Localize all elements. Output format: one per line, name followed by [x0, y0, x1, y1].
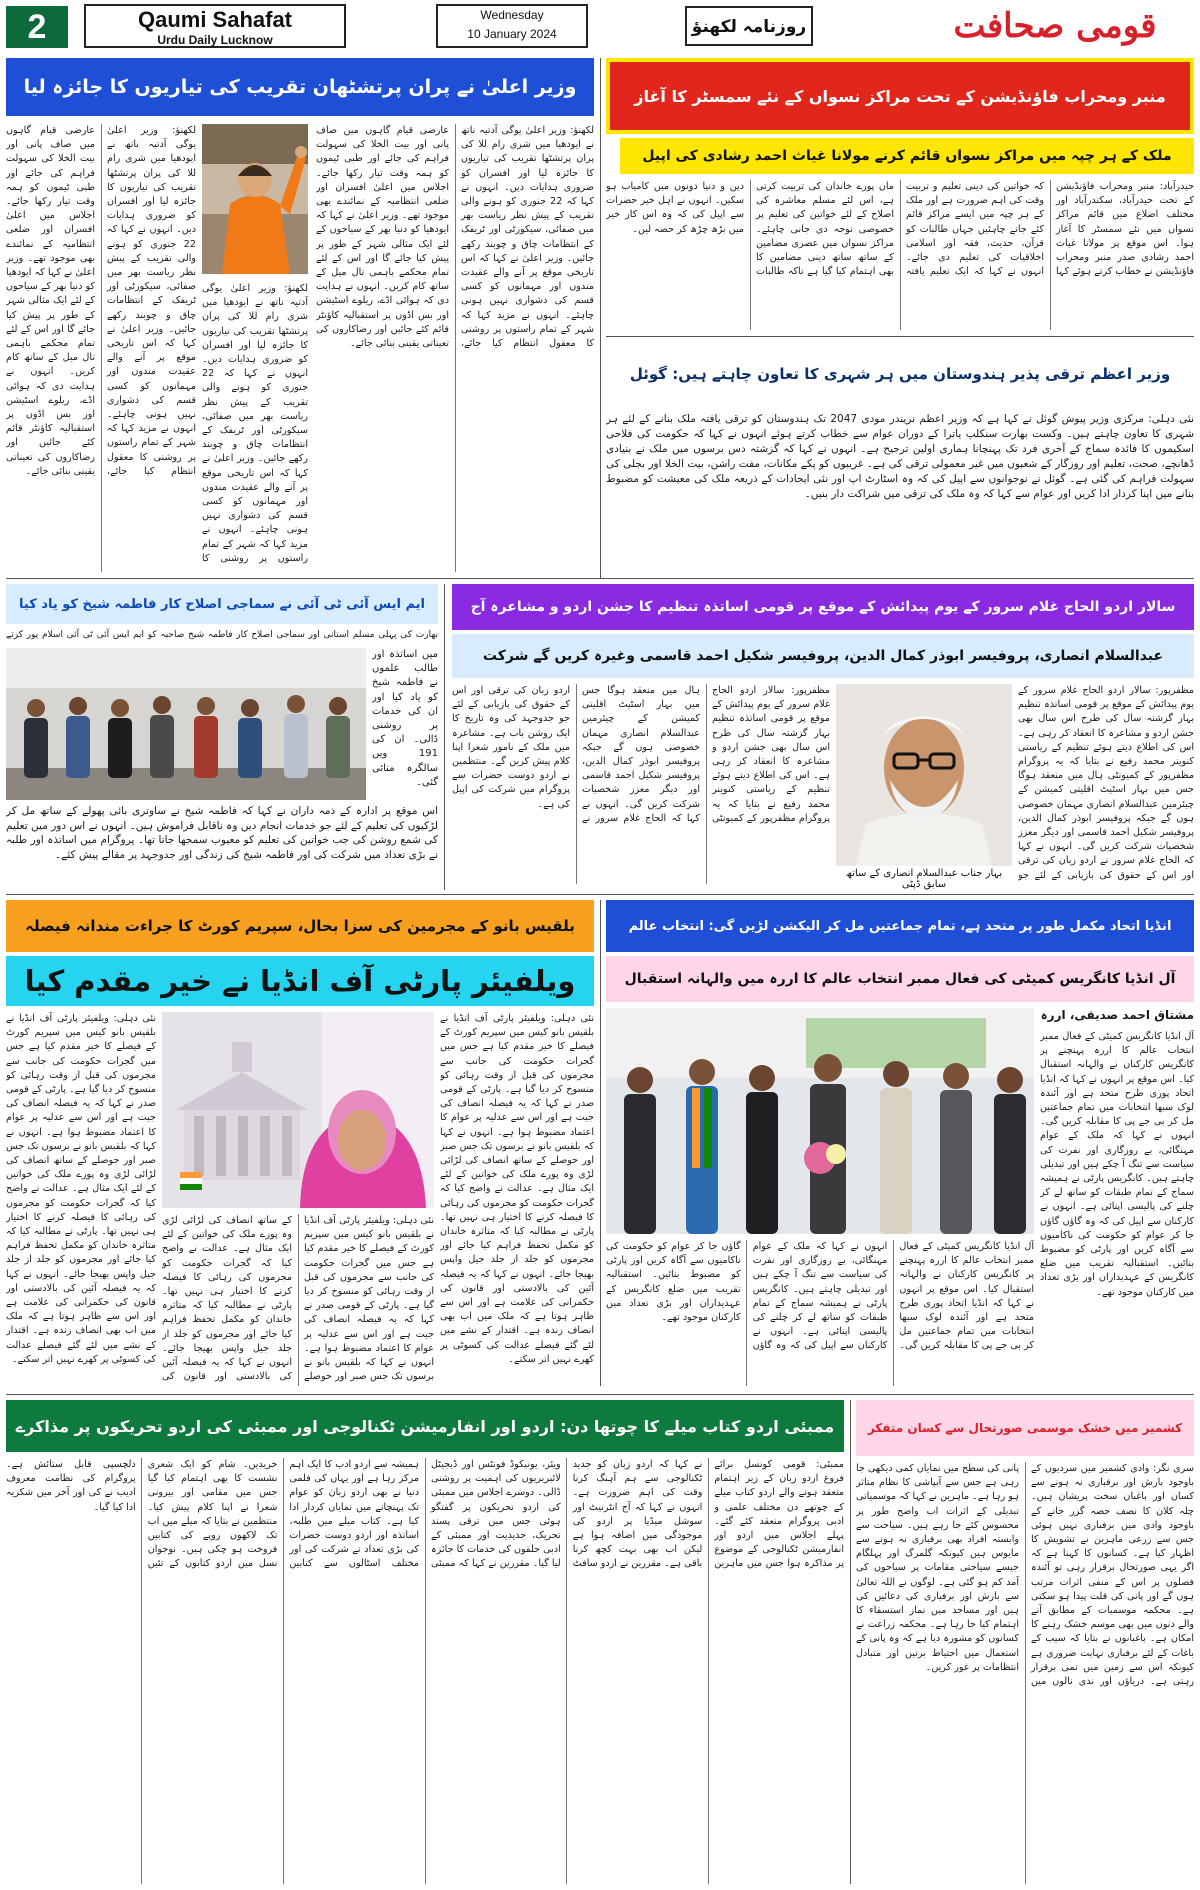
bilkis-photo: [162, 1012, 434, 1208]
dateline: [436, 4, 588, 48]
bilkis-body-middle: نئی دہلی: ویلفیئر پارٹی آف انڈیا نے بلقیس بانو کیس میں سپریم کورٹ کے فیصلے کا خیر مقدم کیا ہے جس میں گجرات حکومت کی جانب سے مجرموں کی قبل از وقت رہائی کو منسوخ کر دیا گیا ہے۔ پارٹی کے قومی صدر نے کہا کہ یہ فیصلہ انصاف کی جیت ہے اور اس سے عدلیہ پر عوام کا اعتماد مضبوط ہوا ہے۔ انہوں نے کہا کہ بلقیس بانو نے برسوں تک جس صبر اور حوصلے کے ساتھ انصاف کی لڑائی لڑی وہ پورے ملک کی خواتین کے لئے ایک مثال ہے۔ عدالت نے واضح کیا کہ گجرات حکومت کو مجرموں کی رہائی کا فیصلہ کرنے کا اختیار ہی نہیں تھا۔ پارٹی نے مطالبہ کیا کہ متاثرہ خاندان کو مکمل تحفظ فراہم کیا جائے اور مجرموں کو جلد از جلد جیل واپس بھیجا جائے۔ انہوں نے کہا کہ یہ فیصلہ آئین کی بالادستی اور قانون کی: [162, 1215, 434, 1383]
mushaira-body-right: مظفرپور: سالار اردو الحاج غلام سرور کے یوم پیدائش کے موقع پر قومی اساتذہ تنظیم بہار گزشتہ سال کی طرح اس سال بھی جشن اردو و مشاعرہ کا انعقاد کر رہی ہے۔ اس کی اطلاع دیتے ہوئے تنظیم کے ریاستی کنوینر محمد رفیع نے بتایا کہ یہ پروگرام مظفرپور کے کمیونٹی ہال میں منعقد ہوگا جس میں بہار اسٹیٹ اقلیتی کمیشن کے چیئرمین عبدالسلام انصاری مہمان خصوصی ہوں گے جبکہ پروفیسر ابوذر کمال الدین، پروفیسر شکیل احمد قاسمی اور دیگر معزز شخصیات شرکت کریں گی۔ انہوں نے کہا کہ الحاج غلام سرور نے اردو زبان کی ترقی اور اس کے حقوق کی بازیابی کے لئے جو: [1018, 685, 1194, 881]
fatima-side-text: میں اساتذہ اور طالب علموں نے فاطمہ شیخ کو یاد کیا اور ان کی خدمات پر روشنی ڈالی۔ ان کی 191 ویں سالگرہ منائی گئی۔: [372, 649, 438, 788]
mushaira-photo-caption: بہار جناب عبدالسلام انصاری کے ساتھ سابق ڈپٹی: [836, 866, 1012, 884]
india-alliance-body-right: آل انڈیا کانگریس کمیٹی کے فعال ممبر انتخاب عالم کا اررہ پہنچنے پر کانگریس کارکنان نے والہانہ استقبال کیا۔ اس موقع پر انہوں نے کہا کہ انڈیا اتحاد پوری طرح متحد ہے اور آئندہ لوک سبھا انتخابات میں تمام جماعتیں مل کر بی جے پی کا مقابلہ کریں گی۔ انہوں نے کہا کہ ملک کے عوام مہنگائی، بے روزگاری اور نفرت کی سیاست سے تنگ آ چکے ہیں اور تبدیلی چاہتے ہیں۔ کانگریس پارٹی نے ہمیشہ سماج کے تمام طبقات کو ساتھ لے کر چلنے کی پالیسی اپنائی ہے۔ انہوں نے کارکنان سے اپیل کی کہ وہ گاؤں گاؤں جا کر عوام کو حکومت کی ناکامیوں سے آگاہ کریں اور پارٹی کو مضبوط بنائیں۔ استقبالیہ تقریب میں ضلع کانگریس کے عہدیداران اور بڑی تعداد میں کارکنان موجود تھے۔: [1040, 1031, 1194, 1298]
fatima-headline: ایم ایس آئی ٹی آئی نے سماجی اصلاح کار فاطمہ شیخ کو یاد کیا: [6, 584, 438, 624]
cm-review-headline: وزیر اعلیٰ نے پران پرتشٹھان تقریب کی تیاریوں کا جائزہ لیا: [6, 58, 594, 116]
mushaira-portrait: [836, 684, 1012, 866]
section-divider: [6, 894, 1194, 895]
india-alliance-body-left: آل انڈیا کانگریس کمیٹی کے فعال ممبر انتخاب عالم کا اررہ پہنچنے پر کانگریس کارکنان نے والہانہ استقبال کیا۔ اس موقع پر انہوں نے کہا کہ انڈیا اتحاد پوری طرح متحد ہے اور آئندہ لوک سبھا انتخابات میں تمام جماعتیں مل کر بی جے پی کا مقابلہ کریں گی۔ انہوں نے کہا کہ ملک کے عوام مہنگائی، بے روزگاری اور نفرت کی سیاست سے تنگ آ چکے ہیں اور تبدیلی چاہتے ہیں۔ کانگریس پارٹی نے ہمیشہ سماج کے تمام طبقات کو ساتھ لے کر چلنے کی پالیسی اپنائی ہے۔ انہوں نے کارکنان سے اپیل کی کہ وہ گاؤں گاؤں جا کر عوام کو حکومت کی ناکامیوں سے آگاہ کریں اور پارٹی کو مضبوط بنائیں۔ استقبالیہ تقریب میں ضلع کانگریس کے عہدیداران اور بڑی تعداد میں کارکنان موجود تھے۔: [606, 1241, 1034, 1352]
bilkis-body-right: نئی دہلی: ویلفیئر پارٹی آف انڈیا نے بلقیس بانو کیس میں سپریم کورٹ کے فیصلے کا خیر مقدم کیا ہے جس میں گجرات حکومت کی جانب سے مجرموں کی قبل از وقت رہائی کو منسوخ کر دیا گیا ہے۔ پارٹی کے قومی صدر نے کہا کہ یہ فیصلہ انصاف کی جیت ہے اور اس سے عدلیہ پر عوام کا اعتماد مضبوط ہوا ہے۔ انہوں نے کہا کہ بلقیس بانو نے برسوں تک جس صبر اور حوصلے کے ساتھ انصاف کی لڑائی لڑی وہ پورے ملک کی خواتین کے لئے ایک مثال ہے۔ عدالت نے واضح کیا کہ گجرات حکومت کو مجرموں کی رہائی کا فیصلہ کرنے کا اختیار ہی نہیں تھا۔ پارٹی نے مطالبہ کیا کہ متاثرہ خاندان کو مکمل تحفظ فراہم کیا جائے اور مجرموں کو جلد از جلد جیل واپس بھیجا جائے۔ انہوں نے کہا کہ یہ فیصلہ آئین کی بالادستی اور قانون کی حکمرانی کی علامت ہے اور اس سے ظاہر ہوتا ہے کہ ملک میں اب بھی انصاف زندہ ہے۔ اقتدار کے نشے میں لئے گئے فیصلے عدالت کی کسوٹی پر کھرے نہیں اتر سکتے۔: [440, 1013, 594, 1365]
bilkis-body-left: نئی دہلی: ویلفیئر پارٹی آف انڈیا نے بلقیس بانو کیس میں سپریم کورٹ کے فیصلے کا خیر مقدم کیا ہے جس میں گجرات حکومت کی جانب سے مجرموں کی قبل از وقت رہائی کو منسوخ کر دیا گیا ہے۔ پارٹی کے قومی صدر نے کہا کہ یہ فیصلہ انصاف کی جیت ہے اور اس سے عدلیہ پر عوام کا اعتماد مضبوط ہوا ہے۔ انہوں نے کہا کہ بلقیس بانو نے برسوں تک جس صبر اور حوصلے کے ساتھ انصاف کی لڑائی لڑی وہ پورے ملک کی خواتین کے لئے ایک مثال ہے۔ عدالت نے واضح کیا کہ گجرات حکومت کو مجرموں کی رہائی کا فیصلہ کرنے کا اختیار ہی نہیں تھا۔ پارٹی نے مطالبہ کیا کہ متاثرہ خاندان کو مکمل تحفظ فراہم کیا جائے اور مجرموں کو جلد از جلد جیل واپس بھیجا جائے۔ انہوں نے کہا کہ یہ فیصلہ آئین کی بالادستی اور قانون کی حکمرانی کی علامت ہے اور اس سے ظاہر ہوتا ہے کہ ملک میں اب بھی انصاف زندہ ہے۔ اقتدار کے نشے میں لئے گئے فیصلے عدالت کی کسوٹی پر کھرے نہیں اتر سکتے۔: [6, 1013, 156, 1365]
fatima-intro: بھارت کی پہلی مسلم استانی اور سماجی اصلاح کار فاطمہ شیخ صاحبہ کو ایم ایس آئی ٹی آئی اسلام پور کرتے: [6, 630, 438, 640]
section-divider: [606, 336, 1194, 337]
kashmir-headline: کشمیر میں خشک موسمی صورتحال سے کسان متفکر: [856, 1400, 1194, 1456]
fatima-event-photo: [6, 648, 366, 800]
column-divider: [850, 1400, 851, 1884]
mushaira-subheadline: عبدالسلام انصاری، پروفیسر ابوذر کمال الدین، پروفیسر شکیل احمد قاسمی وغیرہ کریں گے شرکت: [452, 634, 1194, 678]
section-divider: [6, 578, 1194, 579]
english-nameplate: [84, 4, 346, 48]
india-alliance-subheadline: آل انڈیا کانگریس کمیٹی کی فعال ممبر انتخاب عالم کا اررہ میں والہانہ استقبال: [606, 956, 1194, 1002]
cm-review-body-middle: لکھنؤ: وزیر اعلیٰ یوگی آدتیہ ناتھ نے ایودھیا میں شری رام للا کی پران پرتشٹھا تقریب کی تیاریوں کا جائزہ لیا اور افسران کو ضروری ہدایات دیں۔ انہوں نے کہا کہ 22 جنوری کو ہونے والی تقریب کے پیش نظر ریاست بھر میں صفائی، سیکورٹی اور ٹریفک کے انتظامات چاق و چوبند رکھے جائیں۔ وزیر اعلیٰ نے کہا کہ اس تاریخی موقع پر آنے والے عقیدت مندوں اور مہمانوں کو کسی قسم کی دشواری نہیں ہونی چاہئے۔ انہوں نے مزید کہا کہ شہر کے تمام راستوں پر روشنی کا: [202, 283, 308, 564]
masthead: [0, 0, 1200, 52]
india-alliance-headline: انڈیا اتحاد مکمل طور پر متحد ہے، تمام جماعتیں مل کر الیکشن لڑیں گی: انتخاب عالم: [606, 900, 1194, 952]
minbar-headline: منبر ومحراب فاؤنڈیشن کے تحت مراکز نسواں کے نئے سمسٹر کا آغاز: [606, 58, 1194, 134]
fatima-body: اس موقع پر ادارہ کے ذمہ داران نے کہا کہ فاطمہ شیخ نے ساوتری بائی پھولے کے ساتھ مل کر لڑکیوں کی تعلیم کے لئے جو خدمات انجام دیں وہ ناقابل فراموش ہیں۔ انہوں نے اس دور میں تعلیم کی شمع روشن کی جب خواتین کی تعلیم کو معیوب سمجھا جاتا تھا۔ پروگرام میں اساتذہ اور طلبہ نے بڑی تعداد میں شرکت کی اور فاطمہ شیخ کی زندگی اور جدوجہد پر مقالے پیش کئے۔: [6, 805, 438, 861]
minbar-subheadline: ملک کے ہر چپہ میں مراکز نسواں قائم کرنے مولانا غیاث احمد رشادی کی اپیل: [620, 138, 1194, 174]
bilkis-subheadline: ویلفیئر پارٹی آف انڈیا نے خیر مقدم کیا: [6, 956, 594, 1006]
india-alliance-photo: [606, 1008, 1034, 1234]
section-divider: [6, 1394, 1194, 1395]
bilkis-headline: بلقیس بانو کے مجرمین کی سزا بحال، سپریم کورٹ کا جراءت مندانہ فیصلہ: [6, 900, 594, 952]
kashmir-body: سری نگر: وادی کشمیر میں سردیوں کے باوجود بارش اور برفباری نہ ہونے سے کسان اور باغبان سخت پریشان ہیں۔ چلہ کلان کا نصف حصہ گزر جانے کے باوجود وادی میں برفباری نہیں ہوئی جس سے زرعی ماہرین نے تشویش کا اظہار کیا ہے۔ کسانوں کا کہنا ہے کہ اگر یہی صورتحال برقرار رہی تو آئندہ فصلوں پر اس کے منفی اثرات مرتب ہوں گے اور پانی کی قلت پیدا ہو سکتی ہے۔ محکمہ موسمیات کے مطابق آنے والے دنوں میں بھی موسم خشک رہنے کا امکان ہے۔ باغبانوں نے بتایا کہ سیب کے باغات کے لئے برفباری نہایت ضروری ہے کیونکہ اس سے زمین میں نمی برقرار رہتی ہے۔ دریاؤں اور ندی نالوں میں پانی کی سطح میں نمایاں کمی دیکھی جا رہی ہے جس سے آبپاشی کا نظام متاثر ہو رہا ہے۔ ماہرین نے کہا کہ موسمیاتی تبدیلی کے اثرات اب واضح طور پر محسوس کئے جا رہے ہیں۔ سیاحت سے وابستہ افراد بھی برفباری نہ ہونے سے مایوس ہیں کیونکہ گلمرگ اور پہلگام جیسے سیاحتی مقامات پر سیاحوں کی آمد کم ہو گئی ہے۔ لوگوں نے اللہ تعالیٰ سے بارش اور برفباری کی دعائیں کی ہیں اور مساجد میں نماز استسقاء کا اہتمام کیا جا رہا ہے۔ محکمہ زراعت نے کسانوں کو مشورہ دیا ہے کہ وہ پانی کے استعمال میں احتیاط برتیں اور متبادل انتظامات پر غور کریں۔: [856, 1463, 1194, 1688]
minbar-body: حیدرآباد: منبر ومحراب فاؤنڈیشن کے تحت حیدرآباد، سکندرآباد اور مختلف اضلاع میں قائم مراکز نسواں میں نئے سمسٹر کا آغاز ہوا۔ اس موقع پر مولانا غیاث احمد رشادی صدر منبر ومحراب فاؤنڈیشن نے خطاب کرتے ہوئے کہا کہ خواتین کی دینی تعلیم و تربیت وقت کی اہم ضرورت ہے اور ملک کے ہر چپہ میں ایسے مراکز قائم کئے جانے چاہئیں جہاں طالبات کو قرآن، حدیث، فقہ اور اسلامی اخلاقیات کی تعلیم دی جائے۔ انہوں نے کہا کہ ایک تعلیم یافتہ ماں پورے خاندان کی تربیت کرتی ہے، اس لئے مسلم معاشرہ کی اصلاح کے لئے خواتین کی تعلیم پر خصوصی توجہ دی جانی چاہئے۔ مراکز نسواں میں عصری مضامین کے ساتھ ساتھ دینی مضامین کا بھی اہتمام کیا گیا ہے تاکہ طالبات دین و دنیا دونوں میں کامیاب ہو سکیں۔ انہوں نے اہل خیر حضرات سے اپیل کی کہ وہ اس کار خیر میں بڑھ چڑھ کر حصہ لیں۔: [606, 181, 1194, 278]
weekday: Wednesday: [480, 8, 544, 22]
cm-review-body-right: لکھنؤ: وزیر اعلیٰ یوگی آدتیہ ناتھ نے ایودھیا میں شری رام للا کی پران پرتشٹھا تقریب کی تیاریوں کا جائزہ لیا اور افسران کو ضروری ہدایات دیں۔ انہوں نے کہا کہ 22 جنوری کو ہونے والی تقریب کے پیش نظر ریاست بھر میں صفائی، سیکورٹی اور ٹریفک کے انتظامات چاق و چوبند رکھے جائیں۔ وزیر اعلیٰ نے کہا کہ اس تاریخی موقع پر آنے والے عقیدت مندوں اور مہمانوں کو کسی قسم کی دشواری نہیں ہونی چاہئے۔ انہوں نے مزید کہا کہ شہر کے تمام راستوں پر روشنی کا معقول انتظام کیا جائے، عارضی قیام گاہوں میں صاف پانی اور بیت الخلا کی سہولت فراہم کی جائے اور طبی ٹیموں کو ہمہ وقت تیار رکھا جائے۔ اجلاس میں اعلیٰ افسران اور ضلعی انتظامیہ کے نمائندے بھی موجود تھے۔ وزیر اعلیٰ نے کہا کہ ایودھیا کو دنیا بھر کے سیاحوں کے لئے ایک مثالی شہر کے طور پر پیش کیا جائے گا اور اس کے لئے تمام محکمے باہمی تال میل کے ساتھ کام کریں۔ انہوں نے ہدایت دی کہ ہوائی اڈے، ریلوے اسٹیشن اور بس اڈوں پر استقبالیہ کاؤنٹر قائم کئے جائیں اور رضاکاروں کی تعیناتی یقینی بنائی جائے۔: [316, 125, 594, 350]
page-number: 2: [6, 6, 68, 48]
mumbai-fair-body: ممبئی: قومی کونسل برائے فروغ اردو زبان کے زیر اہتمام منعقد ہونے والے اردو کتاب میلے کے چوتھے دن مختلف علمی و ادبی پروگرام منعقد کئے گئے۔ پہلے اجلاس میں اردو اور انفارمیشن ٹکنالوجی کے موضوع پر مذاکرہ ہوا جس میں ماہرین نے کہا کہ اردو زبان کو جدید ٹکنالوجی سے ہم آہنگ کرنا وقت کی اہم ضرورت ہے۔ انہوں نے کہا کہ آج انٹرنیٹ اور سوشل میڈیا پر اردو کی موجودگی میں اضافہ ہوا ہے لیکن اب بھی بہت کچھ کرنا باقی ہے۔ مقررین نے اردو سافٹ ویئر، یونیکوڈ فونٹس اور ڈیجیٹل لائبریریوں کی اہمیت پر روشنی ڈالی۔ دوسرے اجلاس میں ممبئی کی اردو تحریکوں پر گفتگو ہوئی جس میں ترقی پسند تحریک، جدیدیت اور ممبئی کے ادبی حلقوں کی خدمات کا جائزہ لیا گیا۔ مقررین نے کہا کہ ممبئی ہمیشہ سے اردو ادب کا ایک اہم مرکز رہا ہے اور یہاں کی فلمی دنیا نے بھی اردو زبان کو عوام تک پہنچانے میں نمایاں کردار ادا کیا ہے۔ کتاب میلے میں طلبہ، اساتذہ اور اردو دوست حضرات کی بڑی تعداد نے شرکت کی اور مختلف اسٹالوں سے کتابیں خریدیں۔ شام کو ایک شعری نشست کا بھی اہتمام کیا گیا جس میں مقامی اور بیرونی شعرا نے اپنا کلام پیش کیا۔ منتظمین نے بتایا کہ میلے میں اب تک لاکھوں روپے کی کتابیں فروخت ہو چکی ہیں۔ نوجوان نسل میں اردو کتابوں کے تئیں دلچسپی قابل ستائش ہے۔ پروگرام کی نظامت معروف ادیب نے کی اور آخر میں شکریہ ادا کیا گیا۔: [6, 1459, 844, 1570]
daily-badge: روزنامہ لکھنؤ: [685, 6, 813, 46]
india-alliance-byline: مشتاق احمد صدیقی، اررہ: [1040, 1008, 1194, 1022]
urdu-nameplate: قومی صحافت: [953, 6, 1157, 46]
pm-cooperation-body: نئی دہلی: مرکزی وزیر پیوش گوئل نے کہا ہے کہ وزیر اعظم نریندر مودی 2047 تک ہندوستان کو ترقی یافتہ ملک بنانے کے لئے ہر شہری کا تعاون چاہتے ہیں۔ وکست بھارت سنکلپ یاترا کے دوران عوام سے خطاب کرتے ہوئے انہوں نے کہا کہ حکومت کی فلاحی اسکیموں کا فائدہ سماج کے آخری فرد تک پہنچانا ہماری اولین ترجیح ہے۔ انہوں نے کہا کہ گزشتہ دس برسوں میں ملک نے بنیادی ڈھانچے، صحت، تعلیم اور روزگار کے شعبوں میں غیر معمولی ترقی کی ہے۔ غریبوں کو پکے مکانات، مفت راشن، بیت الخلا اور بجلی کی سہولت فراہم کی گئی ہے۔ گوئل نے نوجوانوں سے اپیل کی کہ وہ اسٹارٹ اپ اور نئی ایجادات کے ذریعہ ملک کی معیشت کو مضبوط بنانے میں اپنا کردار ادا کریں اور عوام سے کہا کہ وہ ملک کی ترقی میں شراکت دار بنیں۔: [606, 413, 1194, 500]
cm-photo: [202, 124, 308, 274]
mumbai-fair-headline: ممبئی اردو کتاب میلے کا چوتھا دن: اردو اور انفارمیشن ٹکنالوجی اور ممبئی کی اردو تحریکوں پر مذاکرے: [6, 1400, 844, 1452]
mushaira-body-left: مظفرپور: سالار اردو الحاج غلام سرور کے یوم پیدائش کے موقع پر قومی اساتذہ تنظیم بہار گزشتہ سال کی طرح اس سال بھی جشن اردو و مشاعرہ کا انعقاد کر رہی ہے۔ اس کی اطلاع دیتے ہوئے تنظیم کے ریاستی کنوینر محمد رفیع نے بتایا کہ یہ پروگرام مظفرپور کے کمیونٹی ہال میں منعقد ہوگا جس میں بہار اسٹیٹ اقلیتی کمیشن کے چیئرمین عبدالسلام انصاری مہمان خصوصی ہوں گے جبکہ پروفیسر ابوذر کمال الدین، پروفیسر شکیل احمد قاسمی اور دیگر معزز شخصیات شرکت کریں گی۔ انہوں نے کہا کہ الحاج غلام سرور نے اردو زبان کی ترقی اور اس کے حقوق کی بازیابی کے لئے جو جدوجہد کی وہ تاریخ کا ایک روشن باب ہے۔ مشاعرہ میں ملک کے نامور شعرا اپنا کلام پیش کریں گے۔ منتظمین نے اردو دوست حضرات سے پروگرام میں شرکت کی اپیل کی ہے۔: [452, 685, 830, 824]
column-divider: [600, 900, 601, 1386]
column-divider: [600, 58, 601, 578]
cm-review-body-left: لکھنؤ: وزیر اعلیٰ یوگی آدتیہ ناتھ نے ایودھیا میں شری رام للا کی پران پرتشٹھا تقریب کی تیاریوں کا جائزہ لیا اور افسران کو ضروری ہدایات دیں۔ انہوں نے کہا کہ 22 جنوری کو ہونے والی تقریب کے پیش نظر ریاست بھر میں صفائی، سیکورٹی اور ٹریفک کے انتظامات چاق و چوبند رکھے جائیں۔ وزیر اعلیٰ نے کہا کہ اس تاریخی موقع پر آنے والے عقیدت مندوں اور مہمانوں کو کسی قسم کی دشواری نہیں ہونی چاہئے۔ انہوں نے مزید کہا کہ شہر کے تمام راستوں پر روشنی کا معقول انتظام کیا جائے، عارضی قیام گاہوں میں صاف پانی اور بیت الخلا کی سہولت فراہم کی جائے اور طبی ٹیموں کو ہمہ وقت تیار رکھا جائے۔ اجلاس میں اعلیٰ افسران اور ضلعی انتظامیہ کے نمائندے بھی موجود تھے۔ وزیر اعلیٰ نے کہا کہ ایودھیا کو دنیا بھر کے سیاحوں کے لئے ایک مثالی شہر کے طور پر پیش کیا جائے گا اور اس کے لئے تمام محکمے باہمی تال میل کے ساتھ کام کریں۔ انہوں نے ہدایت دی کہ ہوائی اڈے، ریلوے اسٹیشن اور بس اڈوں پر استقبالیہ کاؤنٹر قائم کئے جائیں اور رضاکاروں کی تعیناتی یقینی بنائی جائے۔: [6, 125, 196, 477]
mushaira-headline: سالار اردو الحاج غلام سرور کے یوم پیدائش کے موقع پر قومی اساتذہ تنظیم کا جشن اردو و مشاعرہ آج: [452, 584, 1194, 630]
column-divider: [444, 584, 445, 890]
english-name: Qaumi Sahafat: [137, 7, 293, 32]
issue-date: 10 January 2024: [467, 27, 557, 41]
pm-cooperation-headline: وزیر اعظم ترقی پذیر ہندوستان میں ہر شہری کا تعاون چاہتے ہیں: گوئل: [606, 342, 1194, 406]
english-subtitle: Urdu Daily Lucknow: [157, 33, 273, 47]
